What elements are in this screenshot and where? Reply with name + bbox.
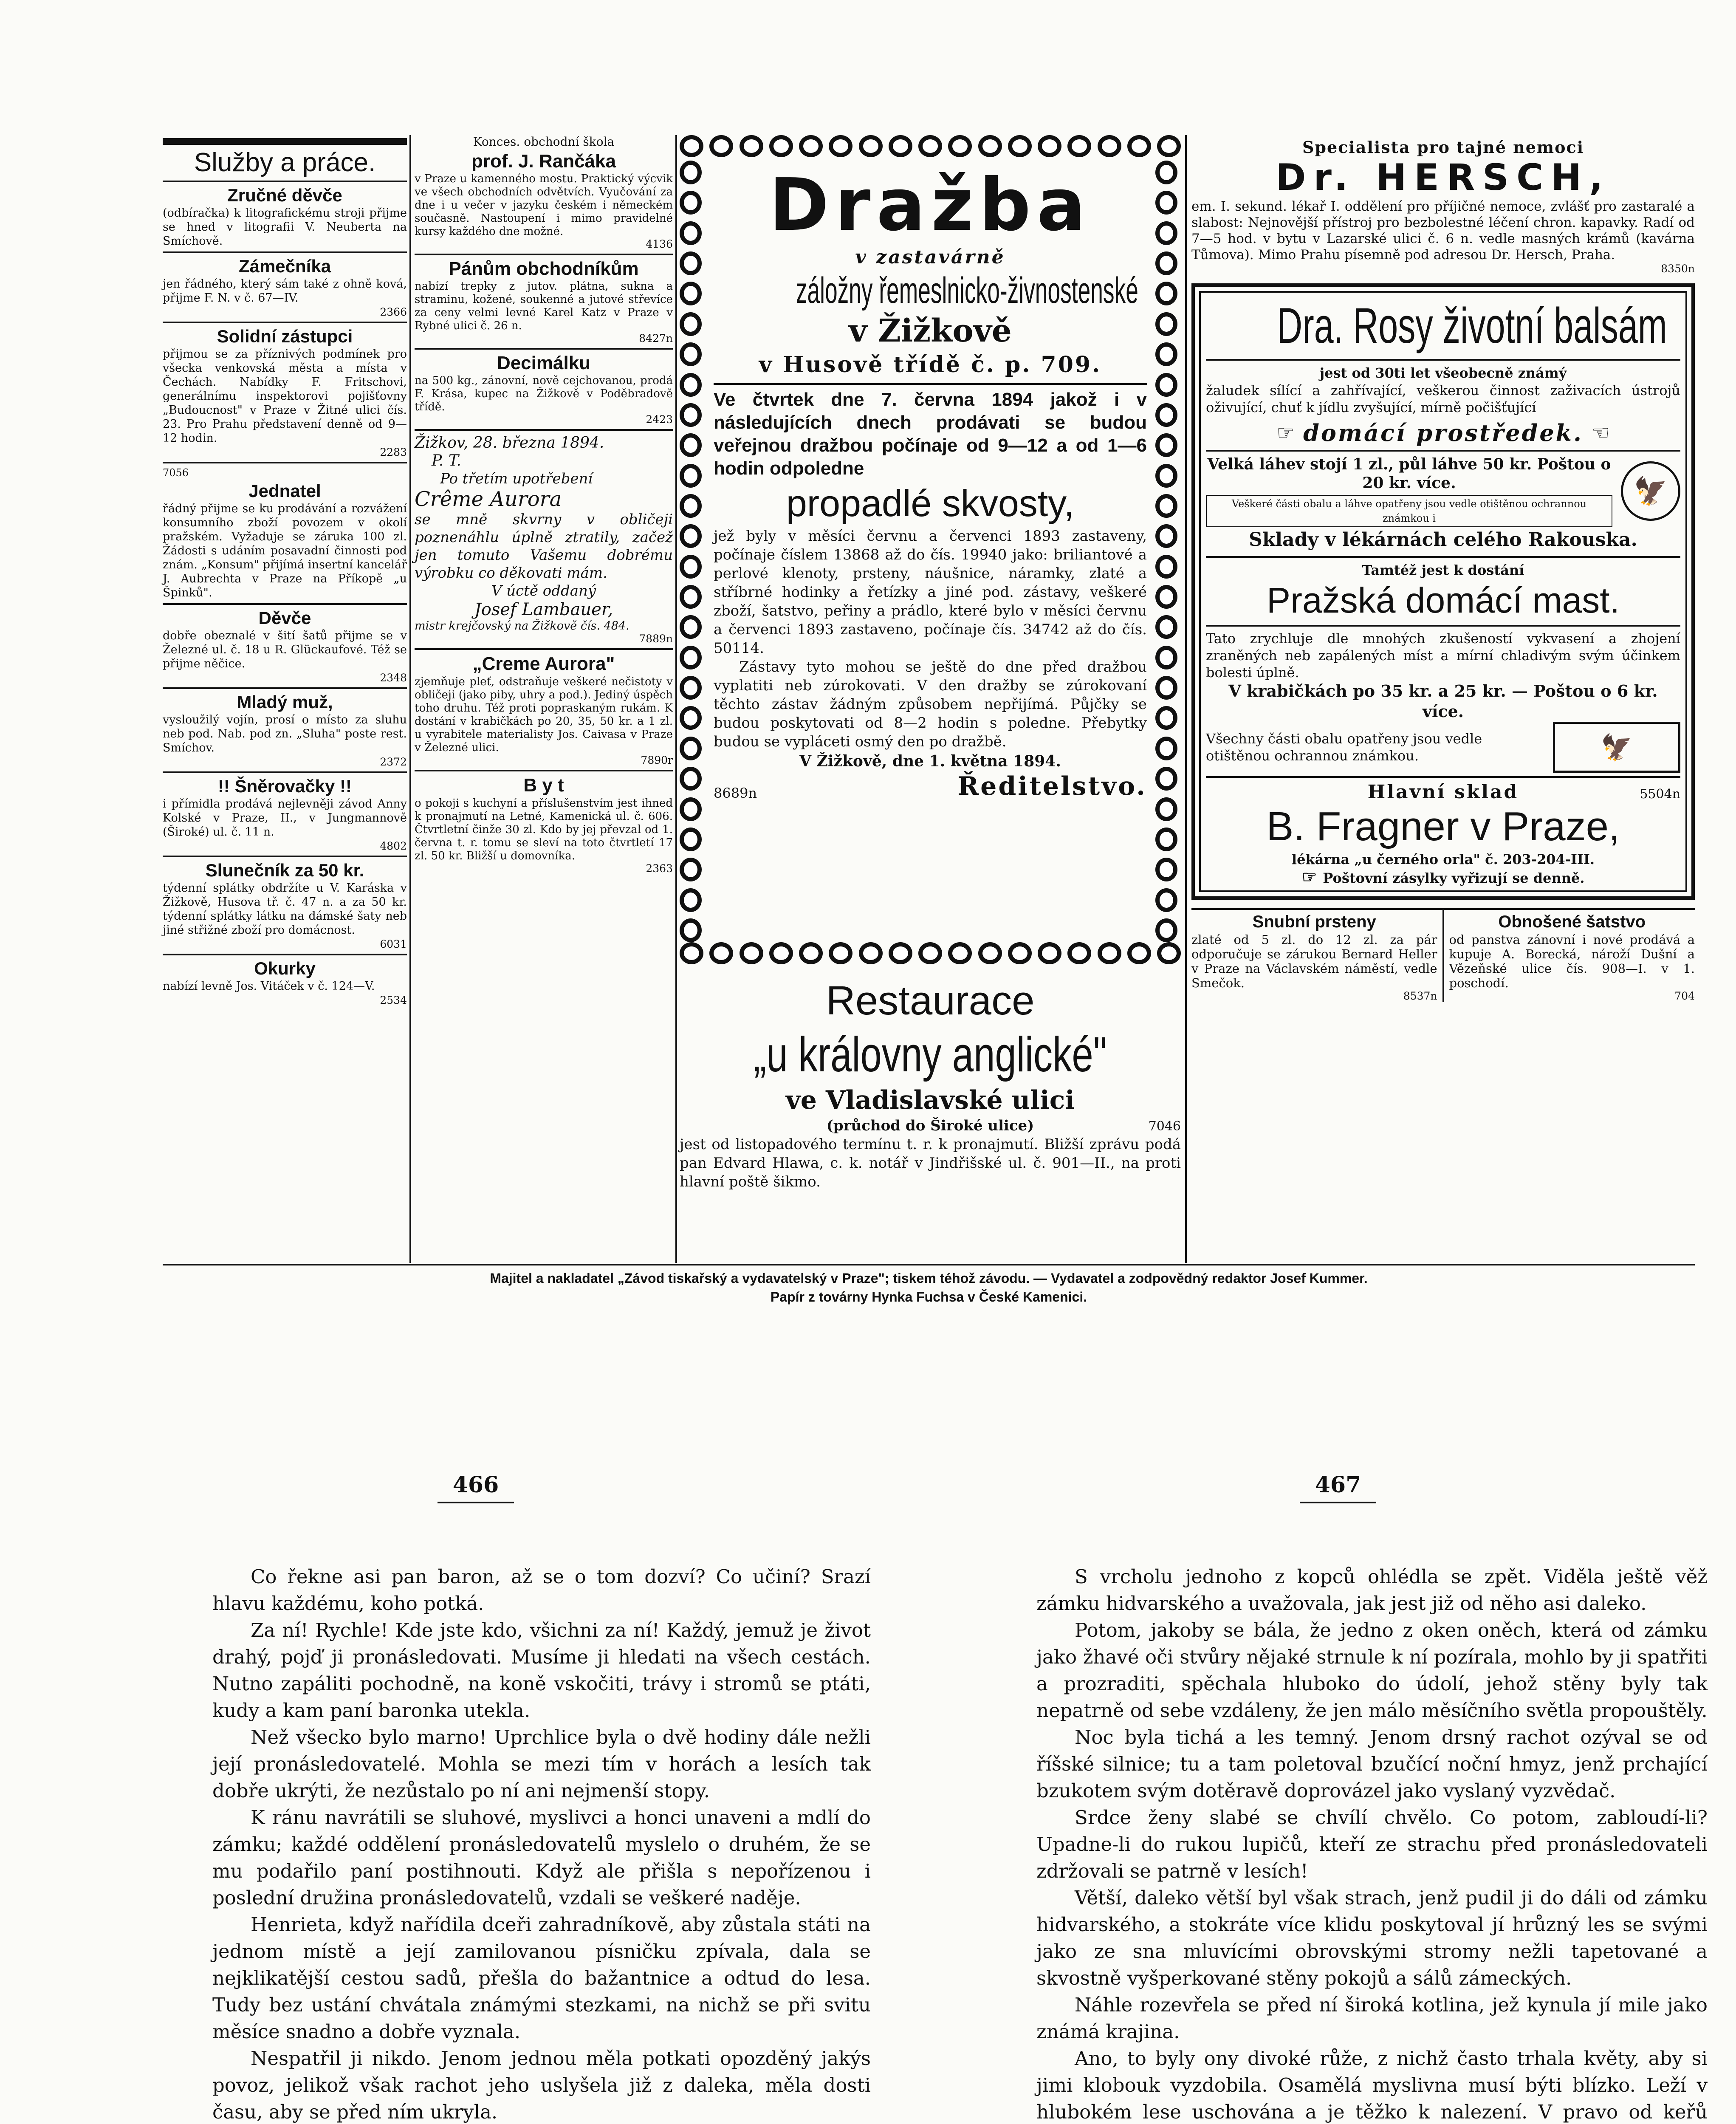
chain-link xyxy=(1155,282,1177,305)
hersch-line: Specialista pro tajné nemoci xyxy=(1302,138,1584,157)
pointing-hand-icon: ☞ xyxy=(1591,421,1610,445)
story-paragraph: Než všecko bylo marno! Uprchlice byla o dvě hodiny dále nežli její pronásledovatelé. Mohla se mezi tím v horách a lesích tak dobře ukrýti, že nezůstalo po ní ani nejmenší stopy. xyxy=(212,1726,871,1802)
col1-title: Služby a práce. xyxy=(194,148,376,177)
drazba-signature: Ředitelstvo. xyxy=(957,771,1147,801)
drazba-date: V Žižkově, dne 1. května 1894. xyxy=(799,752,1061,770)
ad-heading: Jednatel xyxy=(248,481,321,501)
letter-line: se mně skvrny v obličeji poznenáhlu úplně ztratily, začež jen tomuto Vašemu dobrému výrobku co děkovati mám. xyxy=(415,511,673,582)
column-rule xyxy=(409,135,411,1263)
chain-link xyxy=(1098,942,1121,964)
hersch-advert xyxy=(1191,138,1695,275)
chain-link xyxy=(1155,767,1177,791)
classified-ad xyxy=(163,327,407,458)
divider xyxy=(163,856,407,857)
classified-ad xyxy=(415,259,673,345)
ad-code: 8537n xyxy=(1403,990,1437,1002)
drazba-content xyxy=(714,165,1147,801)
chain-link xyxy=(1038,942,1061,964)
divider xyxy=(163,181,407,182)
chain-border-left xyxy=(680,161,705,942)
story-paragraph: Potom, jakoby se bála, že jedno z oken oněch, která od zámku jako žhavé oči stvůry nějaké strnule k ní pozírala, mohlo by ji spatřiti a prozraditi, spěchala hluboko do údolí, jehož stěny byly tak nepatrně od sebe vzdáleny, že jen málo měsíčního světla propouštěly. xyxy=(1036,1619,1708,1722)
ad-body: v Praze u kamenného mostu. Praktický výcvik ve všech obchodních odvětvích. Vyučování za dne i u večer v jazyku českém i německém současně. Nastoupení i mimo pravidelné kursy každého dne možné. xyxy=(415,172,673,238)
chain-link xyxy=(680,737,702,760)
story-page-right xyxy=(1036,1563,1708,2124)
letter-salute: P. T. xyxy=(432,452,461,469)
fragner-address: lékárna „u černého orla" č. 203-204-III. xyxy=(1291,851,1595,867)
chain-link xyxy=(1008,942,1032,964)
story-paragraph: K ránu navrátili se sluhové, myslivci a honci unaveni a mdlí do zámku; každé oddělení pronásledovatelů myslelo o druhém, že se mu podařilo paní postihnouti. Když ale přišla s nepořízenou i poslední družina pronásledovatelů, vzdali se veškeré naděje. xyxy=(212,1806,871,1909)
ad-code: 7056 xyxy=(163,467,189,479)
ad-heading: Okurky xyxy=(254,958,316,978)
letter-line: Po třetím upotřebení xyxy=(440,470,593,487)
chain-link xyxy=(680,615,702,639)
chain-link xyxy=(680,706,702,730)
ad-byt xyxy=(415,775,673,875)
story-page-left xyxy=(212,1563,871,2124)
chain-link xyxy=(1155,191,1177,215)
ad-code: 6031 xyxy=(380,938,407,950)
chain-link xyxy=(829,135,852,157)
classified-ad xyxy=(415,135,673,250)
classified-ad xyxy=(163,257,407,318)
restaurace-body: jest od listopadového termínu t. r. k pronajmutí. Bližší zprávu podá pan Edvard Hlawa, c. k. notář v Jindřišské ul. č. 901—II., na proti hlavní poště šikmo. xyxy=(680,1136,1181,1190)
divider xyxy=(714,383,1147,385)
chain-border-right xyxy=(1155,161,1181,942)
ad-code: 8427n xyxy=(639,332,673,345)
chain-link xyxy=(1157,942,1181,964)
ad-body: týdenní splátky obdržíte u V. Karáska v Žižkově, Husova tř. č. 47 n. a za 50 kr. týdenní splátky látku na dámské šaty neb jiné střižné zboží pro domácnost. xyxy=(163,881,407,937)
restaurace-advert xyxy=(680,977,1181,1191)
drazba-address: v Husově třídě č. p. 709. xyxy=(759,352,1102,378)
restaurace-title: Restaurace xyxy=(826,978,1035,1023)
ad-heading: Slunečník za 50 kr. xyxy=(205,860,364,880)
chain-link xyxy=(680,373,702,397)
chain-link xyxy=(680,251,702,275)
ad-heading: Snubní prsteny xyxy=(1252,912,1376,931)
chain-link xyxy=(680,646,702,669)
divider xyxy=(415,429,673,431)
divider xyxy=(415,648,673,650)
balsam-line: domácí prostředek. xyxy=(1303,419,1583,446)
ad-code: 2423 xyxy=(646,413,673,426)
balsam-line: žaludek sílící a zahřívající, veškerou činnost zaživacích ústrojů oživující, chuť k jídlu zvyšující, mírně počišťující xyxy=(1206,382,1680,415)
divider xyxy=(415,770,673,771)
ad-body: o pokoji s kuchyní a příslušenstvím jest ihned k pronajmutí na Letné, Kamenická ul. č. 606. Čtvrtletní činže 30 zl. Kdo by jej převzal od 1. června t. r. tomu se sleví na toto čtvrtletí 17 zl. 50 kr. Bližší u domovníka. xyxy=(415,797,673,862)
ad-body: nabízí trepky z jutov. plátna, sukna a straminu, kožené, soukenné a jutové střevíce za ceny velmi levné Karel Katz v Praze v Rybné ulici č. 26 n. xyxy=(415,280,673,332)
ad-code: 2534 xyxy=(380,994,407,1006)
chain-link xyxy=(1155,676,1177,700)
divider xyxy=(1206,450,1680,452)
imprint-line: Majitel a nakladatel „Závod tiskařský a vydavatelský v Praze"; tiskem téhož závodu. — Vydavatel a zodpovědný redaktor Josef Kummer. xyxy=(490,1271,1368,1286)
ad-body: zlaté od 5 zl. do 12 zl. za pár odporučuje se zárukou Bernard Heller v Praze na Václavském náměstí, vedle Smečok. xyxy=(1191,932,1437,990)
chain-link xyxy=(1157,135,1181,157)
ad-body: (odbíračka) k litografickému stroji přijme se hned v litografii V. Neuberta na Smíchově. xyxy=(163,206,407,248)
ad-code: 2348 xyxy=(380,672,407,684)
ad-creme xyxy=(415,653,673,766)
chain-link xyxy=(1155,221,1177,245)
pointing-hand-icon: ☞ xyxy=(1301,867,1323,887)
chain-link xyxy=(889,942,912,964)
ad-body: od panstva zánovní i nové prodává a kupuje A. Borecká, nároží Dušní a Vězeňské ulice čís. 908—I. v 1. poschodí. xyxy=(1449,932,1695,990)
divider xyxy=(415,348,673,350)
story-paragraph: Nespatřil ji nikdo. Jenom jednou měla potkati opozděný jakýs povoz, jelikož však rachot jeho uslyšela již z daleka, měla dosti času, aby se před ním ukryla. xyxy=(212,2047,871,2123)
chain-link xyxy=(680,676,702,700)
balsam-price: Velká láhev stojí 1 zl., půl láhve 50 kr. Poštou o 20 kr. více. xyxy=(1207,455,1611,492)
ad-code: 2363 xyxy=(646,862,673,875)
chain-link xyxy=(978,135,1002,157)
chain-link xyxy=(1155,373,1177,397)
pointing-hand-icon: ☞ xyxy=(1276,421,1295,445)
divider xyxy=(1206,359,1680,361)
imprint-line: Papír z továrny Hynka Fuchsa v České Kamenici. xyxy=(770,1289,1087,1305)
chain-link xyxy=(680,403,702,427)
restaurace-passage: (průchod do Široké ulice) xyxy=(826,1117,1034,1134)
story-paragraph: Srdce ženy slabé se chvílí chvělo. Co potom, zabloudí-li? Upadne-li do rukou lupičů, kteří ze strachu před pronásledovateli zdržovali se patrně v lesích! xyxy=(1036,1806,1708,1882)
mast-trademark-note: Všechny části obalu opatřeny jsou vedle otištěnou ochrannou známkou. xyxy=(1206,731,1482,764)
chain-link xyxy=(1155,251,1177,275)
chain-link xyxy=(680,524,702,548)
ad-code: 7890r xyxy=(641,754,673,766)
col1-heading-rule xyxy=(163,138,407,145)
chain-link xyxy=(799,135,823,157)
divider xyxy=(163,462,407,463)
page-number-rule xyxy=(438,1502,514,1503)
ad-code: 5504n xyxy=(1640,787,1680,802)
ad-heading: „Creme Aurora" xyxy=(472,653,615,674)
chain-link xyxy=(978,942,1002,964)
restaurace-name: „u královny anglické" xyxy=(754,1027,1107,1082)
mast-title: Pražská domácí mast. xyxy=(1267,580,1620,620)
ad-body: dobře obeznalé v šití šatů přijme se v Železné ul. č. 18 u R. Glückaufové. Též se přijme něčice. xyxy=(163,629,407,670)
drazba-schedule: Ve čtvrtek dne 7. června 1894 jakož i v následujících dnech prodávati se budou veřejnou dražbou počínaje od 9—12 a od 1—6 hodin odpoledne xyxy=(714,389,1147,479)
ad-heading: Mladý muž, xyxy=(237,692,333,712)
ad-prsteny xyxy=(1191,910,1444,1002)
chain-link xyxy=(1038,135,1061,157)
chain-link xyxy=(680,161,702,184)
classified-ad xyxy=(415,353,673,426)
col4-adverts xyxy=(1191,138,1695,1002)
hersch-name: Dr. HERSCH, xyxy=(1276,156,1611,199)
ad-heading: Obnošené šatstvo xyxy=(1498,912,1646,931)
ad-code: 7889n xyxy=(639,633,673,645)
chain-border-top xyxy=(680,135,1181,161)
chain-link xyxy=(680,282,702,305)
ad-code: 2372 xyxy=(380,756,407,768)
eagle-trademark-icon: 🦅 xyxy=(1621,461,1680,521)
chain-link xyxy=(1155,706,1177,730)
ad-list xyxy=(163,186,407,1006)
ad-heading: Zručné děvče xyxy=(227,185,342,205)
ad-code: 704 xyxy=(1674,990,1695,1002)
chain-link xyxy=(740,942,763,964)
letter-line: mistr krejčovský na Žižkově čís. 484. xyxy=(415,619,629,633)
divider xyxy=(163,771,407,773)
chain-link xyxy=(859,942,883,964)
divider xyxy=(163,603,407,605)
ad-body: na 500 kg., zánovní, nově cejchovanou, prodá F. Krása, kupec na Žižkově v Poděbradově třídě. xyxy=(415,374,673,413)
ad-heading: Decimálku xyxy=(497,353,591,373)
chain-link xyxy=(740,135,763,157)
fragner-name: B. Fragner v Praze, xyxy=(1266,804,1620,849)
chain-link xyxy=(1155,403,1177,427)
page-number-rule xyxy=(1300,1502,1376,1503)
drazba-institution: záložny řemeslnicko-živnostenské xyxy=(796,270,1138,311)
chain-link xyxy=(859,135,883,157)
restaurace-street: ve Vladislavské ulici xyxy=(785,1085,1075,1115)
classified-ad xyxy=(163,692,407,768)
balsam-line: jest od 30ti let všeobecně známý xyxy=(1319,365,1567,381)
column-rule xyxy=(675,135,677,1263)
divider xyxy=(163,251,407,253)
ad-pretitle: Konces. obchodní škola xyxy=(473,135,615,149)
chain-link xyxy=(680,918,702,942)
chain-link xyxy=(1155,737,1177,760)
classified-ad xyxy=(163,186,407,248)
ad-body: vysloužilý vojín, prosí o místo za sluhu neb pod. Nab. pod zn. „Sluha" poste rest. Smíchov. xyxy=(163,713,407,754)
ad-body: nabízí levně Jos. Vitáček v č. 124—V. xyxy=(163,980,375,993)
chain-link xyxy=(709,942,733,964)
chain-link xyxy=(889,135,912,157)
mast-price: V krabičkách po 35 kr. a 25 kr. — Poštou o 6 kr. více. xyxy=(1228,681,1658,721)
divider xyxy=(1206,625,1680,627)
story-paragraph: S vrcholu jednoho z kopců ohlédla se zpět. Viděla ještě věž zámku hidvarského a uvažovala, jak jest již od něho asi daleko. xyxy=(1036,1565,1708,1615)
eagle-trademark-icon: 🦅 xyxy=(1553,722,1680,773)
story-paragraph: Henrieta, když nařídila dceři zahradníkově, aby zůstala státi na jednom místě a její zamilovanou písničku zpívala, dala se nejklikatější cestou sadů, přešla do bažantnice a odtud do lesa. Tudy bez ustání chvátala známými stezkami, na nichž se při svitu měsíce snadno a dobře vyznala. xyxy=(212,1913,871,2043)
chain-link xyxy=(1155,888,1177,912)
ad-heading: !! Šněrovačky !! xyxy=(217,776,352,796)
col1-classifieds xyxy=(163,138,407,1006)
chain-link xyxy=(709,135,733,157)
ad-code: 2283 xyxy=(380,446,407,458)
chain-link xyxy=(680,555,702,579)
ad-code: 2366 xyxy=(380,306,407,318)
ad-satstvo xyxy=(1444,910,1695,1002)
ad-code: 4136 xyxy=(646,238,673,250)
chain-link xyxy=(1155,797,1177,821)
divider xyxy=(1206,776,1680,778)
ad-body: jen řádného, který sám také z ohně ková, přijme F. N. v č. 67—IV. xyxy=(163,277,407,305)
chain-link xyxy=(1155,433,1177,457)
drazba-headline: propadlé skvosty, xyxy=(786,482,1075,524)
chain-link xyxy=(1067,135,1091,157)
page-number-left: 466 xyxy=(452,1472,499,1498)
chain-link xyxy=(680,342,702,366)
ad-body: zjemňuje pleť, odstraňuje veškeré nečistoty v obličeji (jako piby, uhry a pod.). Jediný úspěch toho druhu. Též proti popraskaným rukám. K dostání v krabičkách po 20, 35, 50 kr. a 1 zl. u vyrabitele materialisty Jos. Caivasa v Praze v Železné ulici. xyxy=(415,675,673,754)
divider xyxy=(163,954,407,955)
chain-link xyxy=(680,221,702,245)
classified-ad xyxy=(163,467,407,600)
story-paragraph: Noc byla tichá a les temný. Jenom drsný rachot ozýval se od říšské silnice; tu a tam poletoval bzučící noční hmyz, jenž prchající bzukotem svým dotěravě doprovázel jako vyslaný vyzvědač. xyxy=(1036,1726,1708,1802)
hersch-body: em. I. sekund. lékař I. oddělení pro příjičné nemoce, zvlášť pro zastaralé a slabost: Nejnovější přístroj pro bezbolestné léčení chron. kapavky. Radí od 7—5 hod. v bytu v Lazarské ulici č. 6 n. vedle masných krámů (kavárna Tůmova). Mimo Prahu písemně pod adresou Dr. Hersch, Praha. xyxy=(1191,199,1695,263)
fragner-post-text: Poštovní zásylky vyřizují se denně. xyxy=(1323,870,1585,886)
chain-border-bottom xyxy=(680,942,1181,968)
chain-link xyxy=(1155,858,1177,881)
chain-link xyxy=(680,858,702,881)
drazba-title: Dražba xyxy=(769,163,1092,247)
chain-link xyxy=(1127,135,1151,157)
chain-link xyxy=(829,942,852,964)
divider xyxy=(415,254,673,255)
small-ads-row xyxy=(1191,908,1695,1002)
chain-link xyxy=(1155,918,1177,942)
chain-link xyxy=(1155,524,1177,548)
letter-signature: Josef Lambauer, xyxy=(474,600,613,619)
drazba-advert xyxy=(680,135,1181,968)
letter-date: Žižkov, 28. března 1894. xyxy=(415,434,604,452)
drazba-body: Zástavy tyto mohou se ještě do dne před dražbou vyplatiti neb zúrokovati. V den dražby se zúrokovaní těchto zástav žádným způsobem nepřijímá. Půjčky se budou poskytovati od 8—2 hodin s poledne. Přebytky budou se vypláceti osmý den po dražbě. xyxy=(714,658,1147,750)
drazba-body: jež byly v měsíci červnu a červenci 1893 zastaveny, počínaje číslem 13868 až do čís. 19940 jako: briliantové a perlové klenoty, prsteny, náušnice, náramky, zlaté a stříbrné hodinky a řetízky a jiné pod. zástavy, veškeré zboží, šatstvo, peřiny a prádlo, které bylo v měsíci červnu a červenci 1893 zastaveno, počínaje čís. 34742 až do čís. 50114. xyxy=(714,528,1147,657)
ad-heading: Děvče xyxy=(258,608,311,628)
chain-link xyxy=(680,585,702,609)
chain-link xyxy=(918,942,942,964)
chain-link xyxy=(948,942,972,964)
chain-link xyxy=(1155,312,1177,336)
chain-link xyxy=(1008,135,1032,157)
chain-link xyxy=(1155,464,1177,488)
balsam-trademark-note: Veškeré části obalu a láhve opatřeny jsou vedle otištěnou ochrannou známkou i xyxy=(1206,495,1612,527)
chain-link xyxy=(680,433,702,457)
balsam-advert xyxy=(1191,283,1695,900)
classified-ad xyxy=(163,777,407,852)
page-number-right: 467 xyxy=(1315,1472,1361,1498)
chain-link xyxy=(1155,615,1177,639)
chain-link xyxy=(918,135,942,157)
chain-link xyxy=(1127,942,1151,964)
ad-body: řádný přijme se ku prodávání a rozvážení konsumního zboží povozem v okolí pražském. Vyžaduje se záruka 100 zl. Žádosti s udáním posavadní činnosti pod znám. „Konsum" přijímá insertní kancelář J. Aubrechta v Praze na Příkopě „u Špinků". xyxy=(163,502,407,599)
ad-heading: Solidní zástupci xyxy=(217,326,353,346)
chain-link xyxy=(769,135,793,157)
balsam-title: Dra. Rosy životní balsám xyxy=(1277,298,1667,354)
mast-body: Tato zrychluje dle mnohých zkušeností vykvasení a zhojení zraněných neb zapálených míst a mírní chladivým svým účinkem bolesti úplně. xyxy=(1206,630,1680,681)
classified-ad xyxy=(163,959,407,1006)
ad-code: 7046 xyxy=(1148,1119,1181,1134)
chain-link xyxy=(1155,342,1177,366)
fragner-post xyxy=(1206,868,1680,887)
chain-link xyxy=(799,942,823,964)
story-paragraph: Za ní! Rychle! Kde jste kdo, všichni za ní! Každý, jemuž je život drahý, pojď ji pronásledovati. Musíme ji hledati na všech cestách. Nutno zapáliti pochodně, na koně vskočiti, trávy i stromů se ptáti, kudy a kam paní baronka utekla. xyxy=(212,1619,871,1722)
chain-link xyxy=(1155,161,1177,184)
classified-ad xyxy=(163,608,407,684)
ad-heading: Zámečníka xyxy=(238,256,331,276)
chain-link xyxy=(948,135,972,157)
ad-heading: prof. J. Rančáka xyxy=(471,151,616,172)
chain-link xyxy=(1155,828,1177,851)
drazba-place: v Žižkově xyxy=(849,313,1012,349)
chain-link xyxy=(680,942,703,964)
ad-body: i přímidla prodává nejlevněji závod Anny Kolské v Praze, II., v Jungmannově (Široké) ul. č. 11 n. xyxy=(163,797,407,839)
chain-link xyxy=(1155,646,1177,669)
chain-link xyxy=(1155,555,1177,579)
chain-link xyxy=(680,191,702,215)
ad-heading: B y t xyxy=(523,775,564,796)
chain-link xyxy=(680,828,702,851)
chain-link xyxy=(1155,585,1177,609)
chain-link xyxy=(680,312,702,336)
ad-code: 4802 xyxy=(380,840,407,852)
letter-product: Crême Aurora xyxy=(415,487,562,511)
divider xyxy=(163,322,407,323)
chain-link xyxy=(1098,135,1121,157)
ad-code: 8350n xyxy=(1661,263,1695,275)
testimonial-letter xyxy=(415,434,673,645)
divider xyxy=(163,687,407,689)
drazba-line: v zastavárně xyxy=(855,246,1005,268)
col2-classifieds xyxy=(415,135,673,875)
letter-line: V úctě oddaný xyxy=(491,582,596,599)
chain-link xyxy=(680,135,703,157)
story-paragraph: Ano, to byly ony divoké růže, z nichž často trhala květy, aby si jimi klobouk vyzdobila. Osamělá myslivna musí býti blízko. Leží v hlubokém lese uschována a je těžko k nalezení. V pravo od keřů xyxy=(1036,2047,1708,2123)
ad-code: 8689n xyxy=(714,785,757,801)
ad-list xyxy=(415,135,673,426)
story-paragraph: Náhle rozevřela se před ní široká kotlina, jež kynula jí mile jako známá krajina. xyxy=(1036,1994,1708,2043)
chain-link xyxy=(680,767,702,791)
imprint xyxy=(163,1264,1695,1306)
divider xyxy=(1206,556,1680,558)
chain-link xyxy=(680,797,702,821)
chain-link xyxy=(769,942,793,964)
chain-link xyxy=(680,464,702,488)
chain-link xyxy=(1067,942,1091,964)
chain-link xyxy=(680,494,702,518)
ad-heading: Pánům obchodníkům xyxy=(449,258,639,279)
balsam-line: Hlavní sklad xyxy=(1367,781,1519,803)
story-paragraph: Větší, daleko větší byl však strach, jenž pudil ji do dáli od zámku hidvarského, a stokráte více klidu poskytoval jí hrůzný les se svými jako ze sna mluvícími obrovskými stromy nežli tapetované a skvostně vyšperkované stěny pokojů a sálů zámeckých. xyxy=(1036,1887,1708,1989)
chain-link xyxy=(1155,494,1177,518)
story-paragraph: Co řekne asi pan baron, až se o tom dozví? Co učiní? Srazí hlavu každému, koho potká. xyxy=(212,1565,871,1615)
balsam-line: Tamtéž jest k dostání xyxy=(1362,562,1524,578)
column-rule xyxy=(1185,135,1187,1263)
classified-ad xyxy=(163,861,407,950)
ad-body: přijmou se za příznivých podmínek pro všecka venkovská města a místa v Čechách. Nabídky F. Fritschovi, generálnímu inspektorovi pojišťovny „Budoucnost" v Praze v Žitné ulici čís. 23. Pro Prahu představení denně od 9—12 hodin. xyxy=(163,347,407,445)
chain-link xyxy=(680,888,702,912)
balsam-line: Sklady v lékárnách celého Rakouska. xyxy=(1249,529,1637,551)
